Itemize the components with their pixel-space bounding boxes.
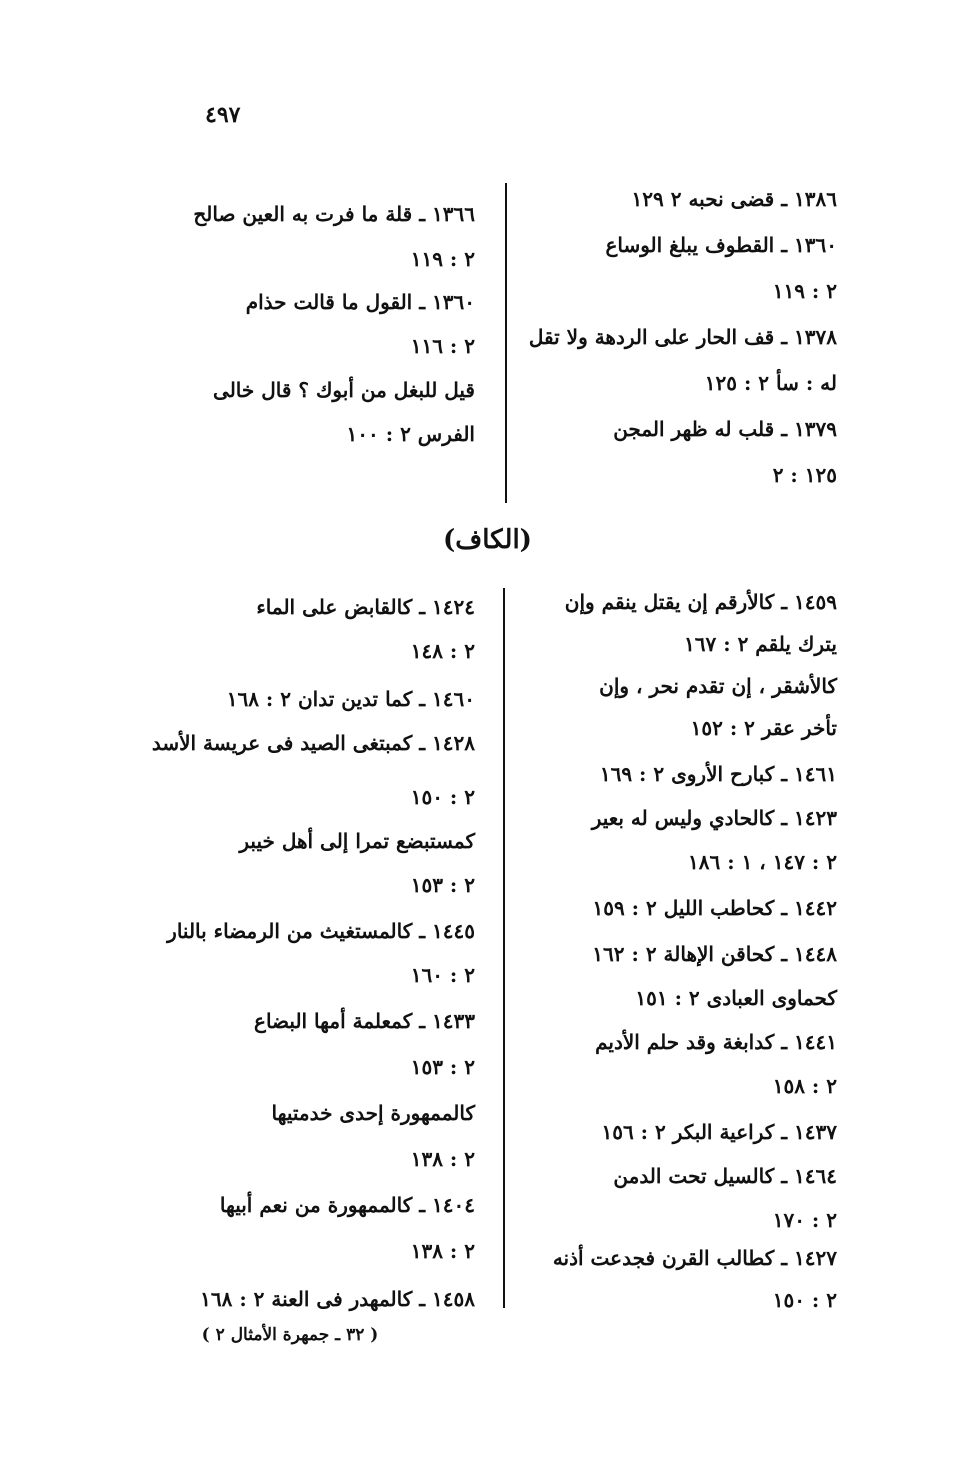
entry-line: ٢ : ١١٩ xyxy=(772,279,837,303)
bottom-left-column xyxy=(151,593,475,1323)
entry-line: ٢ : ١٥٠ xyxy=(772,1288,837,1312)
entry-line: ١٤٤٨ ـ كحاقن الإهالة ٢ : ١٦٢ xyxy=(592,942,837,966)
entry-line: كحماوى العبادى ٢ : ١٥١ xyxy=(635,986,837,1010)
entry-line: ١٤٥٩ ـ كالأرقم إن يقتل ينقم وإن xyxy=(564,590,837,614)
entry-line: ١٤٣٧ ـ كراعية البكر ٢ : ١٥٦ xyxy=(601,1120,837,1144)
entry-line: ٢ : ١٦٠ xyxy=(410,963,475,987)
entry-line: كمستبضع تمرا إلى أهل خيبر xyxy=(239,829,475,853)
entry-line: قيل للبغل من أبوك ؟ قال خالى xyxy=(213,378,475,402)
bottom-right-column xyxy=(525,588,837,1318)
column-divider xyxy=(505,183,507,503)
top-left-column xyxy=(170,200,475,450)
entry-line: ١٣٦٠ ـ القول ما قالت حذام xyxy=(245,290,475,314)
entry-line: ١٣٦٦ ـ قلة ما فرت به العين صالح xyxy=(193,202,475,226)
entry-line: ٢ : ١١٩ xyxy=(410,247,475,271)
entry-line: ١٤٠٤ ـ كالممهورة من نعم أبيها xyxy=(219,1193,475,1217)
entry-line: ٢ : ١١٦ xyxy=(410,334,475,358)
entry-line: ١٤٢٨ ـ كمبتغى الصيد فى عريسة الأسد xyxy=(151,731,475,755)
entry-line: ١٣٦٠ ـ القطوف يبلغ الوساع xyxy=(605,233,837,257)
entry-line: ٢ : ١٤٧ ، ١ : ١٨٦ xyxy=(688,850,837,874)
entry-line: ١٣٧٨ ـ قف الحار على الردهة ولا تقل xyxy=(528,325,837,349)
entry-line: ٢ : ١٤٨ xyxy=(410,639,475,663)
entry-line: ١٣٧٩ ـ قلب له ظهر المجن xyxy=(613,417,837,441)
column-divider xyxy=(503,588,505,1308)
entry-line: ٢ : ١٥٨ xyxy=(772,1074,837,1098)
entry-line: ١٤٢٤ ـ كالقابض على الماء xyxy=(256,595,475,619)
entry-line: ١٤٢٣ ـ كالحادي وليس له بعير xyxy=(591,806,837,830)
entry-line: تأخر عقر ٢ : ١٥٢ xyxy=(690,716,837,740)
entry-line: ١٤٦١ ـ كبارح الأروى ٢ : ١٦٩ xyxy=(599,762,837,786)
entry-line: الفرس ٢ : ١٠٠ xyxy=(346,422,475,446)
section-title: (الكاف) xyxy=(443,525,532,555)
entry-line: ١٤٦٠ ـ كما تدين تدان ٢ : ١٦٨ xyxy=(226,687,475,711)
top-right-column xyxy=(525,185,837,485)
entry-line: ١٤٦٤ ـ كالسيل تحت الدمن xyxy=(613,1164,837,1188)
entry-line: ٢ : ١٥٣ xyxy=(410,873,475,897)
entry-line: ١٤٤٢ ـ كحاطب الليل ٢ : ١٥٩ xyxy=(592,896,837,920)
entry-line: له : سأ ٢ : ١٢٥ xyxy=(704,371,837,395)
entry-line: ٢ : ١٣٨ xyxy=(410,1147,475,1171)
footer-note: ( ٣٢ ـ جمهرة الأمثال ٢ ) xyxy=(201,1325,379,1345)
entry-line: ٢ : ١٧٠ xyxy=(772,1208,837,1232)
entry-line: ٢ : ١٥٠ xyxy=(410,785,475,809)
entry-line: كالأشقر ، إن تقدم نحر ، وإن xyxy=(599,674,837,698)
entry-line: ١٤٥٨ ـ كالمهدر فى العنة ٢ : ١٦٨ xyxy=(200,1287,475,1311)
entry-line: ١٤٣٣ ـ كمعلمة أمها البضاع xyxy=(254,1009,475,1033)
entry-line: كالممهورة إحدى خدمتيها xyxy=(271,1101,475,1125)
entry-line: ١٣٨٦ ـ قضى نحبه ٢ ١٢٩ xyxy=(631,187,837,211)
entry-line: يترك يلقم ٢ : ١٦٧ xyxy=(684,632,837,656)
page-number: ٤٩٧ xyxy=(205,102,241,128)
entry-line: ١٤٢٧ ـ كطالب القرن فجدعت أذنه xyxy=(552,1246,837,1270)
entry-line: ١٤٤٥ ـ كالمستغيث من الرمضاء بالنار xyxy=(167,919,475,943)
entry-line: ٢ : ١٥٣ xyxy=(410,1055,475,1079)
entry-line: ٢ : ١٣٨ xyxy=(410,1239,475,1263)
entry-line: ١٢٥ : ٢ xyxy=(772,463,837,487)
entry-line: ١٤٤١ ـ كدابغة وقد حلم الأديم xyxy=(595,1030,837,1054)
